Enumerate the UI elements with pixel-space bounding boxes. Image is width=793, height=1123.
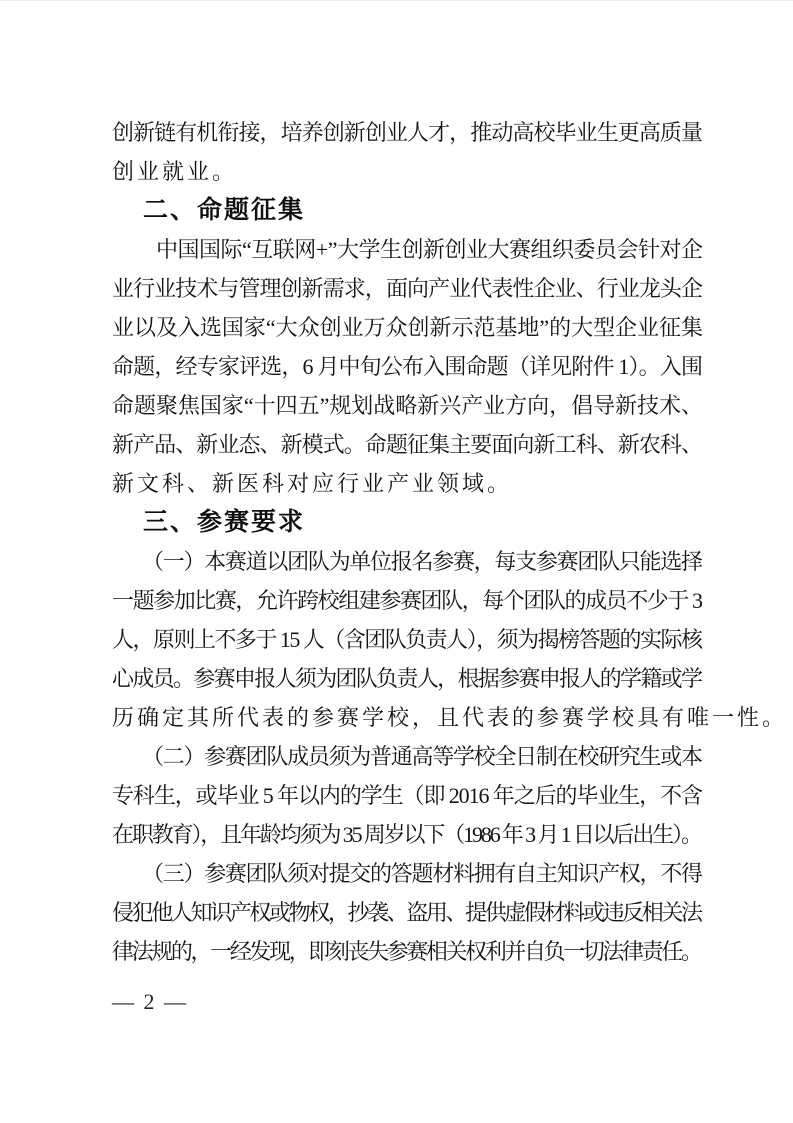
text-line-content: 新产品、新业态、新模式。命题征集主要面向新工科、新农科、 [112, 432, 703, 457]
text-line [112, 113, 703, 152]
text-line [112, 347, 703, 386]
text-line [112, 581, 703, 620]
text-line-content: 侵犯他人知识产权或物权，抄袭、盗用、提供虚假材料或违反相关法 [112, 900, 701, 925]
text-line-content: 创新链有机衔接，培养创新创业人才，推动高校毕业生更高质量 [112, 120, 703, 145]
text-line-content: （一）本赛道以团队为单位报名参赛，每支参赛团队只能选择 [142, 549, 702, 574]
text-line-content: 在职教育），且年龄均须为 35 周岁以下（1986 年 3 月 1 日以后出生）。 [112, 822, 701, 847]
text-line-content: （三）参赛团队须对提交的答题材料拥有自主知识产权，不得 [142, 861, 702, 886]
document-body [112, 113, 788, 971]
text-line-content: （二）参赛团队成员须为普通高等学校全日制在校研究生或本 [142, 744, 702, 769]
text-line-content: 命题聚焦国家“十四五”规划战略新兴产业方向，倡导新技术、 [112, 393, 703, 418]
text-line [112, 542, 703, 581]
page-number: — 2 — [112, 989, 188, 1014]
text-line-content: 中国国际“互联网+”大学生创新创业大赛组织委员会针对企 [156, 237, 703, 262]
text-line-content: 命题，经专家评选，6 月中旬公布入围命题（详见附件 1）。入围 [112, 354, 703, 379]
section-heading: 三、参赛要求 [143, 508, 306, 536]
text-line-content: 心成员。参赛申报人须为团队负责人，根据参赛申报人的学籍或学 [112, 666, 702, 691]
text-line [112, 464, 703, 503]
section-heading: 二、命题征集 [143, 196, 306, 224]
text-line [112, 815, 703, 854]
text-line-content: 历确定其所代表的参赛学校，且代表的参赛学校具有唯一性。 [112, 705, 788, 730]
text-line [112, 152, 703, 191]
text-line [112, 620, 703, 659]
text-line-content: 业以及入选国家“大众创业万众创新示范基地”的大型企业征集 [112, 315, 703, 340]
text-line [112, 932, 703, 971]
text-line [112, 425, 703, 464]
text-line-content: 一题参加比赛，允许跨校组建参赛团队，每个团队的成员不少于 3 [112, 588, 702, 613]
text-line-content: 专科生，或毕业 5 年以内的学生（即 2016 年之后的毕业生，不含 [112, 783, 702, 808]
text-line-content: 律法规的，一经发现，即刻丧失参赛相关权利并自负一切法律责任。 [112, 939, 701, 964]
text-line [112, 308, 703, 347]
text-line [112, 269, 703, 308]
text-line-content: 创业就业。 [112, 159, 238, 184]
text-line [112, 698, 788, 737]
text-line [112, 854, 703, 893]
text-line [112, 230, 703, 269]
text-line-content: 人，原则上不多于 15 人（含团队负责人），须为揭榜答题的实际核 [112, 627, 702, 652]
text-line-content: 业行业技术与管理创新需求，面向产业代表性企业、行业龙头企 [112, 276, 703, 301]
text-line-content: 新文科、新医科对应行业产业领域。 [112, 471, 513, 496]
text-line [112, 776, 703, 815]
text-line [112, 659, 703, 698]
text-line [112, 893, 703, 932]
text-line [112, 737, 703, 776]
text-line [112, 386, 703, 425]
